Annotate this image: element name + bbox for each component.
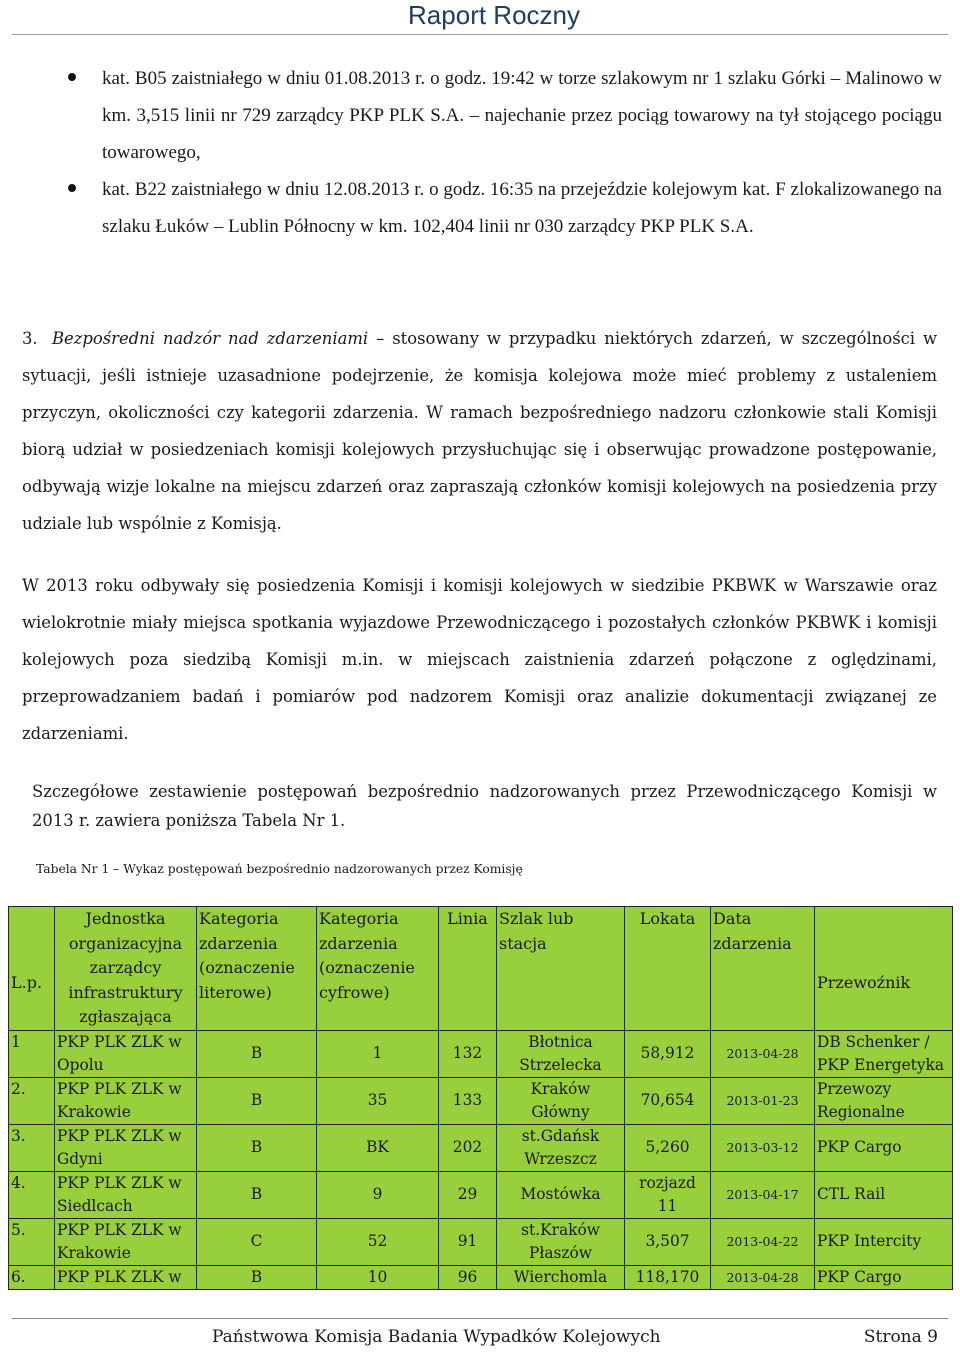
table-cell: PKP PLK ZLK w Krakowie <box>55 1218 197 1265</box>
table-cell: Przewozy Regionalne <box>815 1077 953 1124</box>
table-cell: B <box>197 1265 317 1289</box>
bullet-icon <box>68 184 76 192</box>
table-cell: PKP Cargo <box>815 1265 953 1289</box>
header-cell: L.p. <box>9 907 55 1031</box>
table-cell: B <box>197 1124 317 1171</box>
header-cell: Linia <box>439 907 497 1031</box>
table-cell: 29 <box>439 1171 497 1218</box>
table-cell: 1 <box>317 1030 439 1077</box>
section-number: 3. <box>22 329 38 348</box>
table-cell: 118,170 <box>625 1265 711 1289</box>
table-cell: 9 <box>317 1171 439 1218</box>
header-cell: Szlak lub stacja <box>497 907 625 1031</box>
table-cell: 6. <box>9 1265 55 1289</box>
table-cell: Kraków Główny <box>497 1077 625 1124</box>
table-cell: 202 <box>439 1124 497 1171</box>
table-cell: PKP PLK ZLK w <box>55 1265 197 1289</box>
bullet-icon <box>68 73 76 81</box>
table-cell: BK <box>317 1124 439 1171</box>
footer-page-number: Strona 9 <box>863 1327 938 1347</box>
table-cell: 58,912 <box>625 1030 711 1077</box>
table-cell: B <box>197 1030 317 1077</box>
supervised-proceedings-table <box>8 906 953 1290</box>
bullet-item: kat. B22 zaistniałego w dniu 12.08.2013 r. o godz. 16:35 na przejeździe kolejowym kat. F zlokalizowanego na szlaku Łuków – Lublin Północny w km. 102,404 linii nr 030 zarządcy PKP PLK S.A. <box>72 171 942 245</box>
header-cell: Lokata <box>625 907 711 1031</box>
table-cell: 91 <box>439 1218 497 1265</box>
table-cell: 2013-03-12 <box>711 1124 815 1171</box>
table-row <box>9 1077 953 1124</box>
table-cell: B <box>197 1077 317 1124</box>
table-cell: 5,260 <box>625 1124 711 1171</box>
table-cell: st.Gdańsk Wrzeszcz <box>497 1124 625 1171</box>
header-cell: Przewoźnik <box>815 907 953 1031</box>
table-cell: DB Schenker / PKP Energetyka <box>815 1030 953 1077</box>
table-cell: st.Kraków Płaszów <box>497 1218 625 1265</box>
table-cell: Wierchomla <box>497 1265 625 1289</box>
table-cell: PKP Cargo <box>815 1124 953 1171</box>
table-cell: PKP Intercity <box>815 1218 953 1265</box>
footer-divider <box>12 1318 948 1319</box>
header-cell: Kategoria zdarzenia (oznaczenie literowe) <box>197 907 317 1031</box>
section-body: – stosowany w przypadku niektórych zdarzeń, w szczególności w sytuacji, jeśli istnieje uzasadnione podejrzenie, że komisja kolejowa może mieć problemy z ustaleniem przyczyn, okoliczności czy kategorii zdarzenia. W ramach bezpośredniego nadzoru członkowie stali Komisji biorą udział w posiedzeniach komisji kolejowych przysłuchując się i obserwując prowadzone postępowanie, odbywają wizje lokalne na miejscu zdarzeń oraz zapraszają członków komisji kolejowych na posiedzenia przy udziale lub wspólnie z Komisją. <box>22 329 937 533</box>
table-cell: 3,507 <box>625 1218 711 1265</box>
table-cell: C <box>197 1218 317 1265</box>
summary-paragraph: Szczegółowe zestawienie postępowań bezpośrednio nadzorowanych przez Przewodniczącego Komisji w 2013 r. zawiera poniższa Tabela Nr 1. <box>32 782 937 830</box>
table-cell: 4. <box>9 1171 55 1218</box>
table-row <box>9 1218 953 1265</box>
table-row <box>9 1265 953 1289</box>
table-cell: 2013-04-28 <box>711 1030 815 1077</box>
table-cell: B <box>197 1171 317 1218</box>
table-row <box>9 1124 953 1171</box>
table-cell: 2013-01-23 <box>711 1077 815 1124</box>
footer-organization: Państwowa Komisja Badania Wypadków Kolejowych <box>212 1327 661 1347</box>
table-cell: 5. <box>9 1218 55 1265</box>
report-header-title: Raport Roczny <box>408 0 580 30</box>
table-cell: PKP PLK ZLK w Gdyni <box>55 1124 197 1171</box>
table-cell: 70,654 <box>625 1077 711 1124</box>
table-cell: 2013-04-17 <box>711 1171 815 1218</box>
table-cell: rozjazd 11 <box>625 1171 711 1218</box>
incident-bullet-list <box>72 60 942 245</box>
table-cell: Błotnica Strzelecka <box>497 1030 625 1077</box>
meetings-paragraph: W 2013 roku odbywały się posiedzenia Komisji i komisji kolejowych w siedzibie PKBWK w Warszawie oraz wielokrotnie miały miejsca spotkania wyjazdowe Przewodniczącego i pozostałych członków PKBWK i komisji kolejowych poza siedzibą Komisji m.in. w miejscach zaistnienia zdarzeń połączone z oględzinami, przeprowadzaniem badań i pomiarów pod nadzorem Komisji oraz analizie dokumentacji związanej ze zdarzeniami. <box>22 576 937 743</box>
table-cell: 132 <box>439 1030 497 1077</box>
table-cell: 52 <box>317 1218 439 1265</box>
table-header-row <box>9 907 953 1031</box>
table-row <box>9 1171 953 1218</box>
header-divider <box>12 34 948 35</box>
table-cell: 3. <box>9 1124 55 1171</box>
bullet-item: kat. B05 zaistniałego w dniu 01.08.2013 r. o godz. 19:42 w torze szlakowym nr 1 szlaku Górki – Malinowo w km. 3,515 linii nr 729 zarządcy PKP PLK S.A. – najechanie przez pociąg towarowy na tył stojącego pociągu towarowego, <box>72 60 942 171</box>
table-cell: 35 <box>317 1077 439 1124</box>
header-cell: Kategoria zdarzenia (oznaczenie cyfrowe) <box>317 907 439 1031</box>
table-cell: 2. <box>9 1077 55 1124</box>
table-cell: CTL Rail <box>815 1171 953 1218</box>
header-cell: Data zdarzenia <box>711 907 815 1031</box>
table-caption: Tabela Nr 1 – Wykaz postępowań bezpośrednio nadzorowanych przez Komisję <box>36 862 523 876</box>
table-cell: 1 <box>9 1030 55 1077</box>
table-cell: 2013-04-28 <box>711 1265 815 1289</box>
table-cell: 10 <box>317 1265 439 1289</box>
table-cell: 2013-04-22 <box>711 1218 815 1265</box>
table-cell: PKP PLK ZLK w Opolu <box>55 1030 197 1077</box>
table-row <box>9 1030 953 1077</box>
table-cell: PKP PLK ZLK w Krakowie <box>55 1077 197 1124</box>
section-heading: Bezpośredni nadzór nad zdarzeniami <box>52 329 369 348</box>
table-cell: Mostówka <box>497 1171 625 1218</box>
header-cell: Jednostka organizacyjna zarządcy infrastruktury zgłaszająca <box>55 907 197 1031</box>
section-3-paragraph <box>22 320 937 542</box>
table-cell: 133 <box>439 1077 497 1124</box>
table-cell: 96 <box>439 1265 497 1289</box>
table-cell: PKP PLK ZLK w Siedlcach <box>55 1171 197 1218</box>
